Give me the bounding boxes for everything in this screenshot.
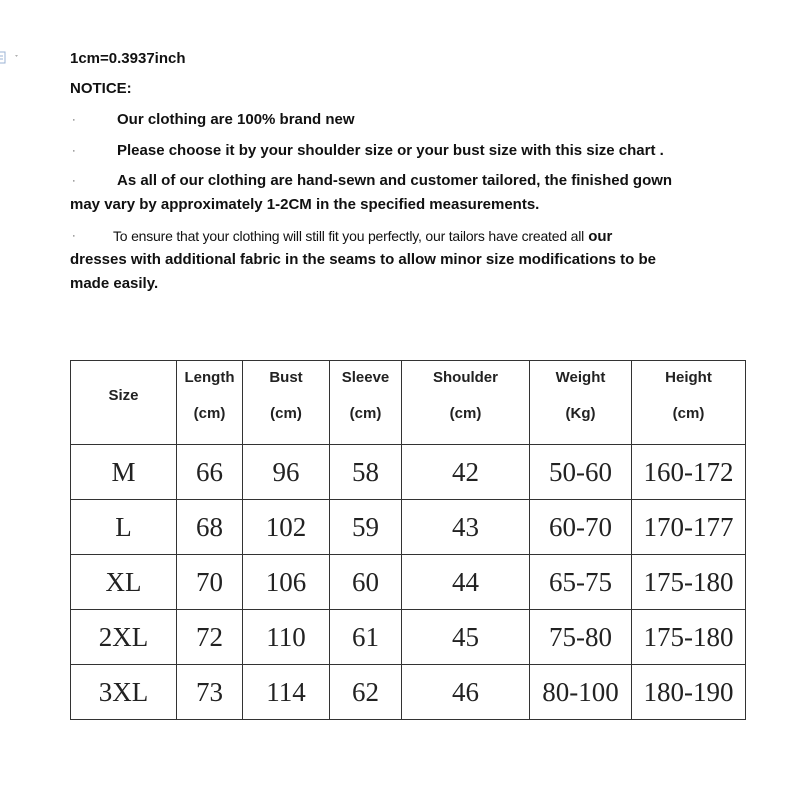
bullet-1: · xyxy=(72,114,76,126)
cell-weight: 50-60 xyxy=(530,445,632,500)
cell-sleeve: 59 xyxy=(330,500,402,555)
cell-sleeve: 58 xyxy=(330,445,402,500)
cell-size: L xyxy=(71,500,177,555)
notice-fit-line1 xyxy=(113,227,612,246)
cell-bust: 96 xyxy=(243,445,330,500)
cell-shoulder: 43 xyxy=(402,500,530,555)
table-row xyxy=(71,555,746,610)
cell-shoulder: 44 xyxy=(402,555,530,610)
header-shoulder-unit: (cm) xyxy=(449,405,482,422)
cell-bust: 114 xyxy=(243,665,330,720)
cell-weight: 75-80 xyxy=(530,610,632,665)
cell-length: 72 xyxy=(177,610,243,665)
cell-length: 70 xyxy=(177,555,243,610)
table-row xyxy=(71,610,746,665)
notice-hand-sewn-line1: As all of our clothing are hand-sewn and customer tailored, the finished gown xyxy=(117,172,673,189)
cell-size: XL xyxy=(71,555,177,610)
cell-length: 73 xyxy=(177,665,243,720)
cell-length: 66 xyxy=(177,445,243,500)
table-header-row xyxy=(71,361,746,445)
header-height-label: Height xyxy=(665,369,712,386)
header-weight xyxy=(530,361,632,445)
notice-fit-line1-light: To ensure that your clothing will still fit you perfectly, our tailors have created all xyxy=(113,228,585,244)
cell-bust: 102 xyxy=(243,500,330,555)
header-length-unit: (cm) xyxy=(193,405,226,422)
cell-shoulder: 45 xyxy=(402,610,530,665)
header-bust xyxy=(243,361,330,445)
header-size xyxy=(71,361,177,445)
cell-shoulder: 46 xyxy=(402,665,530,720)
header-length-label: Length xyxy=(184,369,235,386)
bullet-3: · xyxy=(72,175,76,187)
cell-bust: 106 xyxy=(243,555,330,610)
header-height xyxy=(632,361,746,445)
cell-sleeve: 60 xyxy=(330,555,402,610)
cell-size: 2XL xyxy=(71,610,177,665)
cell-sleeve: 62 xyxy=(330,665,402,720)
cell-size: M xyxy=(71,445,177,500)
cell-height: 170-177 xyxy=(632,500,746,555)
notice-fit-line2: dresses with additional fabric in the seams to allow minor size modifications to be xyxy=(70,251,656,268)
cell-shoulder: 42 xyxy=(402,445,530,500)
cell-weight: 80-100 xyxy=(530,665,632,720)
header-height-unit: (cm) xyxy=(672,405,705,422)
cell-weight: 65-75 xyxy=(530,555,632,610)
notice-choose-size: Please choose it by your shoulder size or your bust size with this size chart . xyxy=(117,142,664,159)
cell-size: 3XL xyxy=(71,665,177,720)
header-shoulder xyxy=(402,361,530,445)
header-sleeve-label: Sleeve xyxy=(341,369,390,386)
header-sleeve-unit: (cm) xyxy=(349,405,382,422)
table-row xyxy=(71,665,746,720)
cell-weight: 60-70 xyxy=(530,500,632,555)
unit-conversion: 1cm=0.3937inch xyxy=(70,50,186,67)
table-row xyxy=(71,445,746,500)
cell-height: 160-172 xyxy=(632,445,746,500)
document-icon xyxy=(0,50,22,66)
header-sleeve xyxy=(330,361,402,445)
cell-length: 68 xyxy=(177,500,243,555)
header-length xyxy=(177,361,243,445)
header-weight-unit: (Kg) xyxy=(565,405,596,422)
size-chart-table xyxy=(70,360,746,720)
cell-height: 180-190 xyxy=(632,665,746,720)
table-row xyxy=(71,500,746,555)
notice-hand-sewn-line2: may vary by approximately 1-2CM in the specified measurements. xyxy=(70,196,540,213)
header-bust-label: Bust xyxy=(269,369,303,386)
cell-height: 175-180 xyxy=(632,610,746,665)
notice-fit-line3: made easily. xyxy=(70,275,159,292)
header-size-label: Size xyxy=(108,387,139,404)
notice-title: NOTICE: xyxy=(70,80,132,97)
header-weight-label: Weight xyxy=(555,369,606,386)
cell-sleeve: 61 xyxy=(330,610,402,665)
header-shoulder-label: Shoulder xyxy=(432,369,498,386)
bullet-4: · xyxy=(72,230,76,242)
notice-fit-line1-bold: our xyxy=(588,228,613,245)
header-bust-unit: (cm) xyxy=(270,405,302,422)
cell-height: 175-180 xyxy=(632,555,746,610)
notice-brand-new: Our clothing are 100% brand new xyxy=(117,111,355,128)
bullet-2: · xyxy=(72,145,76,157)
cell-bust: 110 xyxy=(243,610,330,665)
